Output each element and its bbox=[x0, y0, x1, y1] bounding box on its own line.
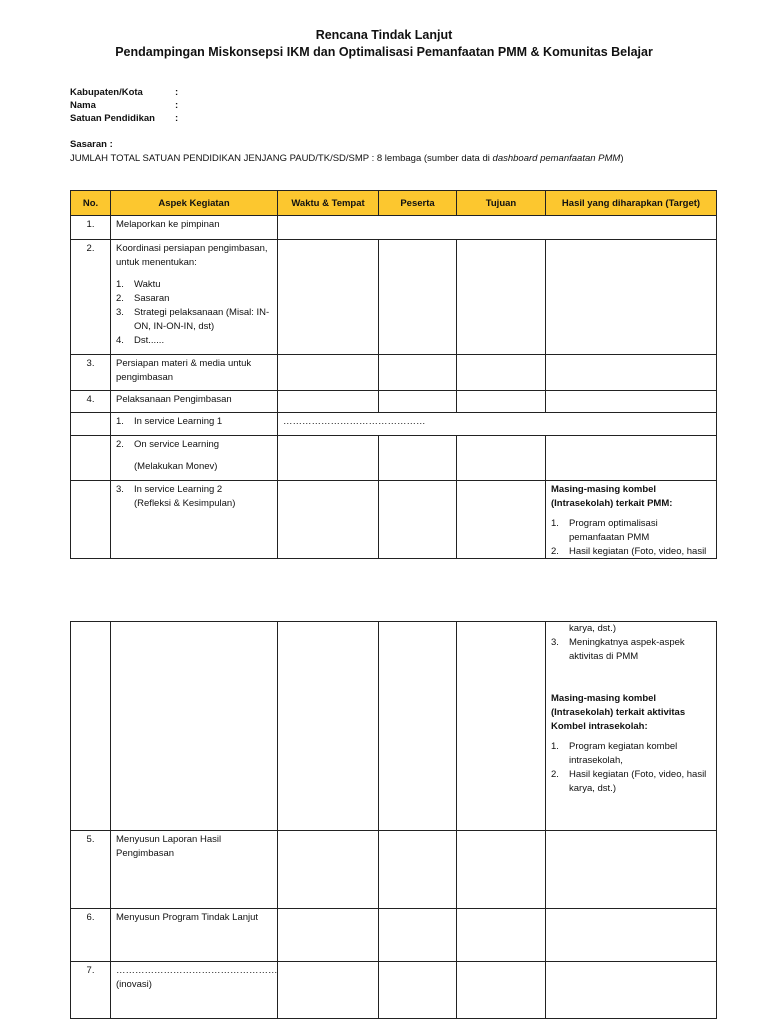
row-5-aspek: Menyusun Laporan Hasil Pengimbasan bbox=[110, 830, 277, 908]
row-4c-peserta bbox=[378, 480, 456, 558]
row-7-hasil bbox=[545, 961, 716, 1018]
col-header-aspek: Aspek Kegiatan bbox=[110, 190, 277, 215]
row-4c-cont-waktu bbox=[277, 621, 378, 830]
list-item: 1. In service Learning 1 bbox=[116, 416, 223, 427]
row-4b-tujuan bbox=[456, 435, 545, 480]
row-4c-cont-peserta bbox=[378, 621, 456, 830]
meta-kabupaten bbox=[70, 87, 178, 98]
col-header-waktu: Waktu & Tempat bbox=[277, 190, 378, 215]
sasaran-prefix: JUMLAH TOTAL SATUAN PENDIDIKAN JENJANG PAUD/TK/SD/SMP : 8 lembaga (sumber data di bbox=[70, 153, 493, 164]
row-4c-cont-aspek bbox=[110, 621, 277, 830]
row-5-waktu bbox=[277, 830, 378, 908]
row-4a-aspek bbox=[110, 412, 277, 435]
row-6-no: 6. bbox=[70, 908, 110, 961]
meta-nama bbox=[70, 100, 178, 111]
row-5-peserta bbox=[378, 830, 456, 908]
row-4c-cont-tujuan bbox=[456, 621, 545, 830]
row-7-no: 7. bbox=[70, 961, 110, 1018]
row-6-hasil bbox=[545, 908, 716, 961]
list-item: 2. Hasil kegiatan (Foto, video, hasil karya, dst.) bbox=[551, 769, 707, 794]
row-3-waktu bbox=[277, 354, 378, 390]
row-4b-no bbox=[70, 435, 110, 480]
sasaran-text bbox=[70, 153, 624, 164]
row-3-no: 3. bbox=[70, 354, 110, 390]
document-subtitle: Pendampingan Miskonsepsi IKM dan Optimalisasi Pemanfaatan PMM & Komunitas Belajar bbox=[115, 45, 653, 59]
list-item: 4. Dst...... bbox=[116, 335, 165, 346]
row-4c-cont-no bbox=[70, 621, 110, 830]
row-4-peserta bbox=[378, 390, 456, 412]
row-6-waktu bbox=[277, 908, 378, 961]
row-6-peserta bbox=[378, 908, 456, 961]
row-2-no: 2. bbox=[70, 239, 110, 354]
col-header-no: No. bbox=[70, 190, 110, 215]
hasil-heading: Masing-masing kombel (Intrasekolah) terkait PMM: bbox=[551, 484, 673, 509]
row-6-tujuan bbox=[456, 908, 545, 961]
row-1-no: 1. bbox=[70, 215, 110, 239]
hasil-heading-2: Masing-masing kombel (Intrasekolah) terkait aktivitas Kombel intrasekolah: bbox=[551, 693, 686, 732]
row-7-aspek bbox=[110, 961, 277, 1018]
row-4c-tujuan bbox=[456, 480, 545, 558]
list-item: 1. Program kegiatan kombel intrasekolah, bbox=[551, 741, 678, 766]
row-3-hasil bbox=[545, 354, 716, 390]
meta-label: Satuan Pendidikan bbox=[70, 113, 155, 124]
row-4-waktu bbox=[277, 390, 378, 412]
row-2-aspek bbox=[110, 239, 277, 354]
row-7-aspek-sub: (inovasi) bbox=[116, 979, 152, 990]
row-2-hasil bbox=[545, 239, 716, 354]
row-4-aspek: Pelaksanaan Pengimbasan bbox=[110, 390, 277, 412]
meta-label: Nama bbox=[70, 100, 96, 111]
row-2-tujuan bbox=[456, 239, 545, 354]
row-4c-aspek bbox=[110, 480, 277, 558]
row-1-aspek: Melaporkan ke pimpinan bbox=[110, 215, 277, 239]
meta-sep: : bbox=[175, 113, 179, 124]
row-4-no: 4. bbox=[70, 390, 110, 412]
list-item: 1. Program optimalisasi pemanfaatan PMM bbox=[551, 518, 658, 543]
row-6-aspek: Menyusun Program Tindak Lanjut bbox=[110, 908, 277, 961]
list-item: 3. Meningkatnya aspek-aspek aktivitas di PMM bbox=[551, 637, 685, 662]
list-item: 3. Strategi pelaksanaan (Misal: IN-ON, IN-ON-IN, dst) bbox=[116, 307, 270, 332]
row-2-list bbox=[116, 278, 272, 348]
row-3-peserta bbox=[378, 354, 456, 390]
row-4b-aspek bbox=[110, 435, 277, 480]
row-2-waktu bbox=[277, 239, 378, 354]
col-header-hasil: Hasil yang diharapkan (Target) bbox=[545, 190, 716, 215]
sasaran-italic: dashboard pemanfaatan PMM bbox=[492, 153, 621, 164]
list-item: 2. On service Learning bbox=[116, 439, 220, 450]
row-4-hasil bbox=[545, 390, 716, 412]
document-title: Rencana Tindak Lanjut bbox=[315, 28, 453, 42]
row-4a-waktu: ……………………………………… bbox=[277, 412, 716, 435]
row-4c-sub: (Refleksi & Kesimpulan) bbox=[134, 498, 236, 509]
row-1-merged bbox=[277, 215, 716, 239]
row-3-tujuan bbox=[456, 354, 545, 390]
sasaran-suffix: ) bbox=[620, 153, 624, 164]
row-5-tujuan bbox=[456, 830, 545, 908]
hasil-continued: karya, dst.) bbox=[569, 623, 616, 634]
list-item: 2. Sasaran bbox=[116, 293, 170, 304]
row-4b-waktu bbox=[277, 435, 378, 480]
row-5-hasil bbox=[545, 830, 716, 908]
row-4c-cont-hasil bbox=[545, 621, 716, 830]
row-4b-hasil bbox=[545, 435, 716, 480]
row-2-peserta bbox=[378, 239, 456, 354]
row-7-aspek-text: …………………………………………… bbox=[116, 965, 277, 976]
row-5-no: 5. bbox=[70, 830, 110, 908]
row-3-aspek: Persiapan materi & media untuk pengimbasan bbox=[110, 354, 277, 390]
row-7-peserta bbox=[378, 961, 456, 1018]
meta-satuan bbox=[70, 113, 178, 124]
row-4c-hasil bbox=[545, 480, 716, 558]
row-4-tujuan bbox=[456, 390, 545, 412]
row-7-tujuan bbox=[456, 961, 545, 1018]
meta-label: Kabupaten/Kota bbox=[70, 87, 143, 98]
row-4b-peserta bbox=[378, 435, 456, 480]
col-header-tujuan: Tujuan bbox=[456, 190, 545, 215]
col-header-peserta: Peserta bbox=[378, 190, 456, 215]
row-4a-no bbox=[70, 412, 110, 435]
row-2-aspek-text: Koordinasi persiapan pengimbasan, untuk menentukan: bbox=[116, 243, 268, 268]
row-4c-no bbox=[70, 480, 110, 558]
row-7-waktu bbox=[277, 961, 378, 1018]
meta-sep: : bbox=[175, 87, 179, 98]
row-4c-waktu bbox=[277, 480, 378, 558]
row-4b-sub: (Melakukan Monev) bbox=[134, 461, 218, 472]
list-item: 2. Hasil kegiatan (Foto, video, hasil bbox=[551, 546, 707, 557]
list-item: 3. In service Learning 2 bbox=[116, 484, 223, 495]
list-item: 1. Waktu bbox=[116, 279, 161, 290]
meta-sep: : bbox=[175, 100, 179, 111]
sasaran-label: Sasaran : bbox=[70, 139, 113, 150]
